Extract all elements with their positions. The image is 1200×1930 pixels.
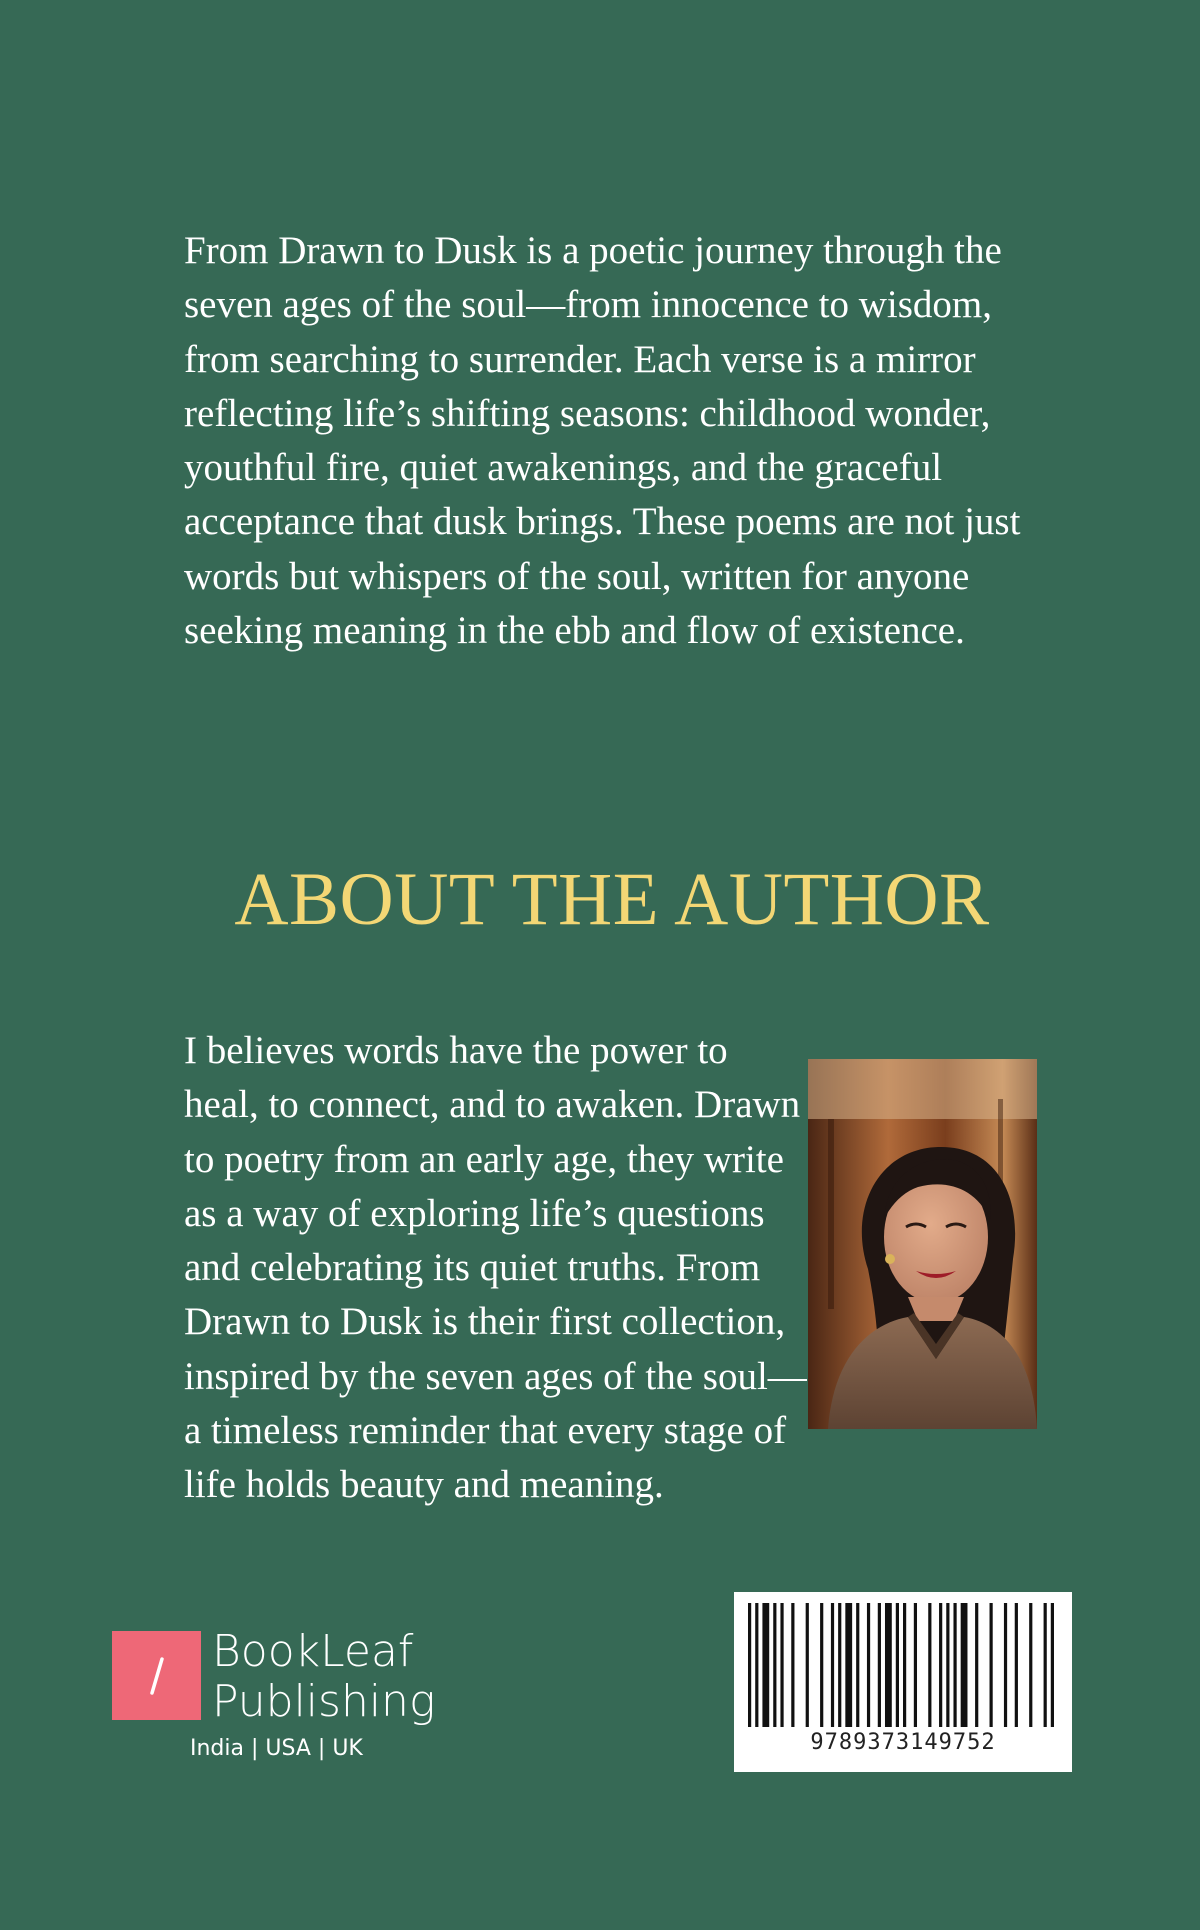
barcode-bar — [831, 1603, 834, 1727]
publisher-regions: India | USA | UK — [190, 1736, 363, 1761]
barcode-bar — [1044, 1603, 1047, 1727]
barcode-bar — [953, 1603, 956, 1727]
barcode-bar — [903, 1603, 906, 1727]
barcode-bar — [928, 1603, 931, 1727]
barcode-bar — [1051, 1603, 1054, 1727]
barcode-bar — [820, 1603, 823, 1727]
barcode-bar — [975, 1603, 978, 1727]
barcode-bars — [748, 1603, 1058, 1727]
barcode-bar — [780, 1603, 783, 1727]
barcode-bar — [961, 1603, 968, 1727]
barcode-bar — [878, 1603, 881, 1727]
book-blurb: From Drawn to Dusk is a poetic journey through the seven ages of the soul—from innocence to wisdom, from searching to surrender. Each verse is a mirror reflecting life’s shifting seasons: childhood wonder, youthful fire, quiet awakenings, and the graceful acceptance that dusk brings. These poems are not just words but whispers of the soul, written for anyone seeking meaning in the ebb and flow of existence. — [184, 229, 1021, 653]
publisher-slash-icon — [112, 1631, 201, 1720]
barcode-bar — [806, 1603, 809, 1727]
barcode-bar — [896, 1603, 899, 1727]
author-bio: I believes words have the power to heal, to connect, and to awaken. Drawn to poetry from an early age, they write as a way of exploring life’s questions and celebrating its quiet truths. From Drawn to Dusk is their first collection, inspired by the seven ages of the soul—a timeless reminder that every stage of life holds beauty and meaning. — [184, 1029, 807, 1507]
barcode-bar — [1004, 1603, 1007, 1727]
barcode-bar — [867, 1603, 870, 1727]
isbn-barcode — [734, 1592, 1072, 1772]
barcode-bar — [939, 1603, 942, 1727]
isbn-number: 9789373149752 — [810, 1730, 996, 1755]
barcode-bar — [914, 1603, 917, 1727]
barcode-bar — [1015, 1603, 1018, 1727]
publisher-logo — [112, 1627, 472, 1767]
barcode-bar — [856, 1603, 859, 1727]
barcode-bar — [791, 1603, 794, 1727]
barcode-bar — [773, 1603, 776, 1727]
barcode-bar — [1029, 1603, 1032, 1727]
barcode-bar — [762, 1603, 769, 1727]
publisher-name — [212, 1627, 435, 1727]
barcode-bar — [990, 1603, 993, 1727]
barcode-bar — [838, 1603, 841, 1727]
barcode-bar — [946, 1603, 949, 1727]
author-photo — [808, 1059, 1037, 1429]
barcode-bar — [748, 1603, 751, 1727]
barcode-bar — [885, 1603, 892, 1727]
barcode-bar — [755, 1603, 758, 1727]
about-author-heading: ABOUT THE AUTHOR — [234, 858, 990, 941]
publisher-name-line1: BookLeaf — [212, 1626, 414, 1677]
publisher-name-line2: Publishing — [212, 1676, 436, 1727]
barcode-bar — [845, 1603, 852, 1727]
